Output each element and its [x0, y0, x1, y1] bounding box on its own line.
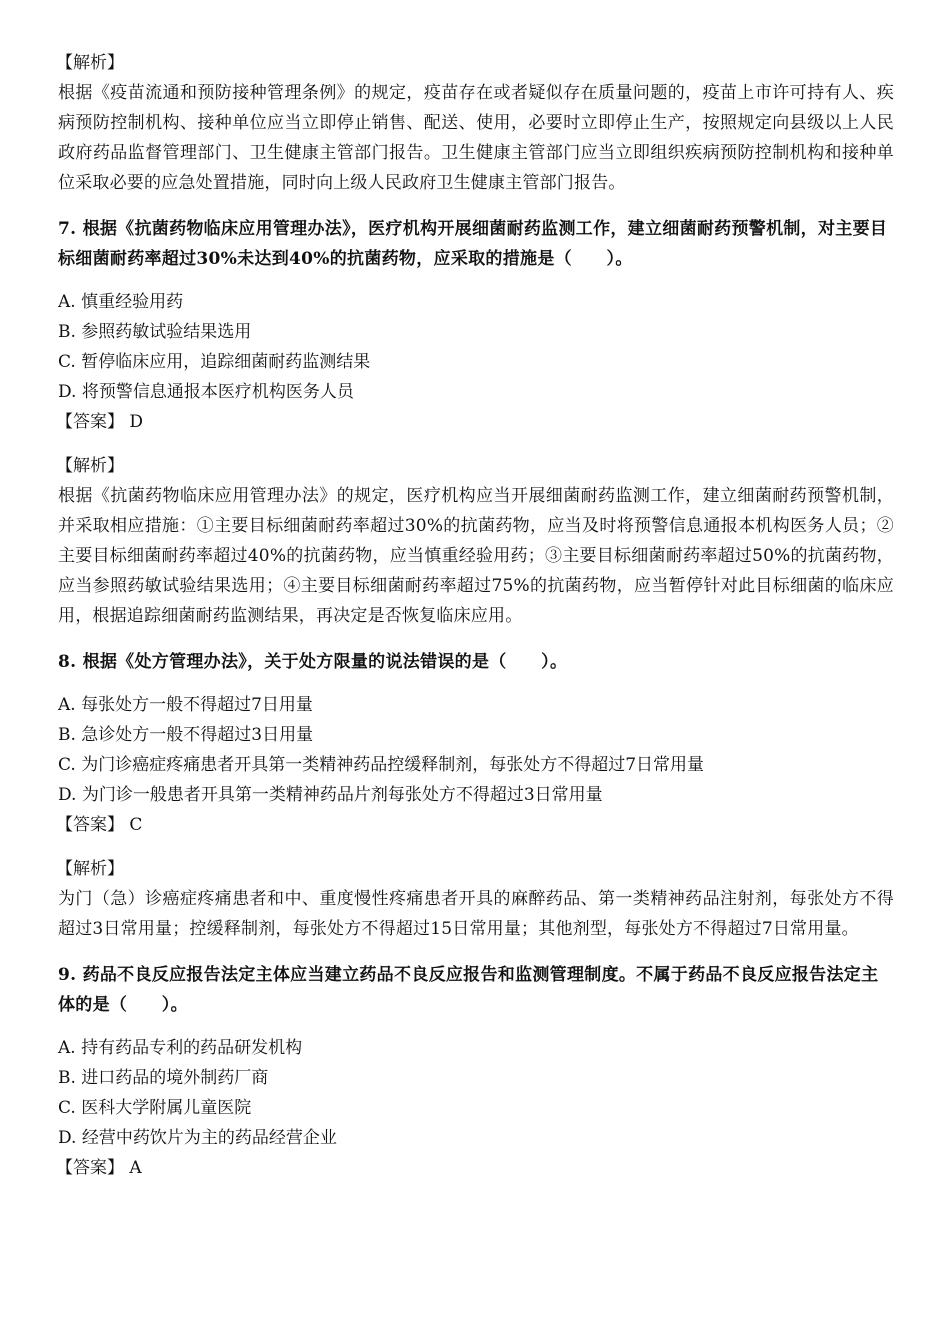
question-9-option-a: A. 持有药品专利的药品研发机构 [58, 1038, 303, 1058]
analysis-label: 【解析】 [56, 53, 124, 73]
question-7-stem: 7. 根据《抗菌药物临床应用管理办法》，医疗机构开展细菌耐药监测工作，建立细菌耐药预警机制，对主要目标细菌耐药率超过30%未达到40%的抗菌药物，应采取的措施是（ ）。 [58, 219, 888, 269]
question-7-option-d: D. 将预警信息通报本医疗机构医务人员 [58, 382, 354, 402]
question-7-analysis: 根据《抗菌药物临床应用管理办法》的规定，医疗机构应当开展细菌耐药监测工作，建立细菌耐药预警机制，并采取相应措施：①主要目标细菌耐药率超过30%的抗菌药物，应当及时将预警信息通报本机构医务人员；②主要目标细菌耐药率超过40%的抗菌药物，应当慎重经验用药；③主要目标细菌耐药率超过50%的抗菌药物，应当参照药敏试验结果选用；④主要目标细菌耐药率超过75%的抗菌药物，应当暂停针对此目标细菌的临床应用，根据追踪细菌耐药监测结果，再决定是否恢复临床应用。 [58, 486, 894, 626]
question-9-option-b: B. 进口药品的境外制药厂商 [58, 1068, 269, 1088]
question-8-stem: 8. 根据《处方管理办法》，关于处方限量的说法错误的是（ ）。 [58, 652, 568, 672]
question-8-option-d: D. 为门诊一般患者开具第一类精神药品片剂每张处方不得超过3日常用量 [58, 785, 603, 805]
answer-value: D [129, 412, 144, 432]
analysis-label: 【解析】 [56, 859, 124, 879]
analysis-label: 【解析】 [56, 456, 124, 476]
question-8-option-b: B. 急诊处方一般不得超过3日用量 [58, 725, 314, 745]
question-8-option-c: C. 为门诊癌症疼痛患者开具第一类精神药品控缓释制剂，每张处方不得超过7日常用量 [58, 755, 705, 775]
answer-value: C [129, 815, 143, 835]
answer-label: 【答案】 [56, 815, 124, 835]
question-9-option-d: D. 经营中药饮片为主的药品经营企业 [58, 1128, 337, 1148]
question-7-option-c: C. 暂停临床应用，追踪细菌耐药监测结果 [58, 352, 371, 372]
answer-value: A [129, 1158, 142, 1178]
document-page [58, 48, 894, 1183]
analysis-text: 根据《疫苗流通和预防接种管理条例》的规定，疫苗存在或者疑似存在质量问题的，疫苗上市许可持有人、疾病预防控制机构、接种单位应当立即停止销售、配送、使用，必要时立即停止生产，按照规定向县级以上人民政府药品监督管理部门、卫生健康主管部门报告。卫生健康主管部门应当立即组织疾病预防控制机构和接种单位采取必要的应急处置措施，同时向上级人民政府卫生健康主管部门报告。 [58, 83, 894, 193]
question-7-option-a: A. 慎重经验用药 [58, 292, 184, 312]
question-8-option-a: A. 每张处方一般不得超过7日用量 [58, 695, 313, 715]
answer-label: 【答案】 [56, 412, 124, 432]
question-8-answer [56, 810, 894, 840]
question-7-answer [56, 407, 894, 437]
answer-label: 【答案】 [56, 1158, 124, 1178]
question-9-answer [56, 1153, 894, 1183]
question-9-option-c: C. 医科大学附属儿童医院 [58, 1098, 252, 1118]
question-8-analysis: 为门（急）诊癌症疼痛患者和中、重度慢性疼痛患者开具的麻醉药品、第一类精神药品注射剂，每张处方不得超过3日常用量；控缓释制剂，每张处方不得超过15日常用量；其他剂型，每张处方不得超过7日常用量。 [58, 889, 894, 939]
question-7-option-b: B. 参照药敏试验结果选用 [58, 322, 252, 342]
question-9-stem: 9. 药品不良反应报告法定主体应当建立药品不良反应报告和监测管理制度。不属于药品不良反应报告法定主体的是（ ）。 [58, 965, 879, 1015]
